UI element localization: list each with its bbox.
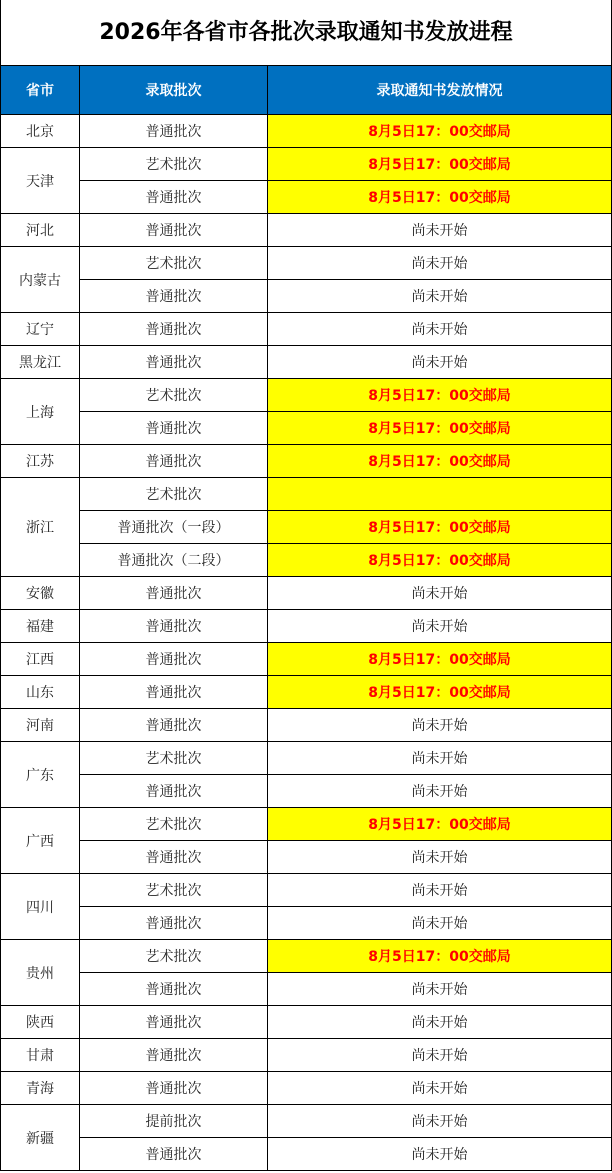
province-cell[interactable]: 甘肃 [1, 1039, 80, 1072]
status-cell-highlighted[interactable]: 8月5日17：00交邮局 [268, 676, 612, 709]
batch-cell[interactable]: 普通批次 [80, 775, 268, 808]
province-cell[interactable]: 四川 [1, 874, 80, 940]
batch-cell[interactable]: 普通批次 [80, 313, 268, 346]
batch-cell[interactable]: 艺术批次 [80, 379, 268, 412]
status-cell[interactable]: 尚未开始 [268, 1006, 612, 1039]
province-cell[interactable]: 江苏 [1, 445, 80, 478]
table-row [1, 313, 612, 346]
batch-cell[interactable]: 普通批次 [80, 577, 268, 610]
status-cell[interactable]: 尚未开始 [268, 775, 612, 808]
status-cell[interactable]: 尚未开始 [268, 346, 612, 379]
table-row [1, 115, 612, 148]
batch-cell[interactable]: 普通批次 [80, 1006, 268, 1039]
table-row [1, 1138, 612, 1171]
status-cell[interactable]: 尚未开始 [268, 214, 612, 247]
table-row [1, 808, 612, 841]
status-cell[interactable]: 尚未开始 [268, 280, 612, 313]
province-cell[interactable]: 福建 [1, 610, 80, 643]
table-row [1, 247, 612, 280]
province-cell[interactable]: 天津 [1, 148, 80, 214]
batch-cell[interactable]: 普通批次 [80, 841, 268, 874]
batch-cell[interactable]: 普通批次 [80, 280, 268, 313]
admission-table [0, 65, 612, 1171]
table-row [1, 1039, 612, 1072]
province-cell[interactable]: 广西 [1, 808, 80, 874]
status-cell[interactable]: 尚未开始 [268, 973, 612, 1006]
status-cell[interactable]: 尚未开始 [268, 313, 612, 346]
province-cell[interactable]: 青海 [1, 1072, 80, 1105]
table-row [1, 445, 612, 478]
table-header-row [1, 66, 612, 115]
status-cell[interactable]: 尚未开始 [268, 709, 612, 742]
table-row [1, 841, 612, 874]
status-cell[interactable]: 尚未开始 [268, 1039, 612, 1072]
province-cell[interactable]: 浙江 [1, 478, 80, 577]
province-cell[interactable]: 山东 [1, 676, 80, 709]
province-cell[interactable]: 辽宁 [1, 313, 80, 346]
table-row [1, 643, 612, 676]
table-body [1, 115, 612, 1171]
batch-cell[interactable]: 普通批次 [80, 709, 268, 742]
province-cell[interactable]: 贵州 [1, 940, 80, 1006]
table-row [1, 709, 612, 742]
batch-cell[interactable]: 普通批次 [80, 973, 268, 1006]
province-cell[interactable]: 广东 [1, 742, 80, 808]
status-cell-highlighted[interactable]: 8月5日17：00交邮局 [268, 445, 612, 478]
table-row [1, 1006, 612, 1039]
table-row [1, 412, 612, 445]
table-row [1, 181, 612, 214]
table-row [1, 907, 612, 940]
province-cell[interactable]: 河南 [1, 709, 80, 742]
batch-cell[interactable]: 普通批次 [80, 1138, 268, 1171]
status-cell-highlighted[interactable]: 8月5日17：00交邮局 [268, 181, 612, 214]
status-cell[interactable]: 尚未开始 [268, 874, 612, 907]
table-row [1, 676, 612, 709]
status-cell[interactable]: 尚未开始 [268, 907, 612, 940]
status-cell[interactable]: 尚未开始 [268, 1138, 612, 1171]
table-row [1, 577, 612, 610]
status-cell[interactable]: 尚未开始 [268, 247, 612, 280]
table-row [1, 478, 612, 511]
status-cell-highlighted[interactable]: 8月5日17：00交邮局 [268, 412, 612, 445]
batch-cell[interactable]: 艺术批次 [80, 940, 268, 973]
batch-cell[interactable]: 艺术批次 [80, 808, 268, 841]
status-cell-highlighted[interactable]: 8月5日17：00交邮局 [268, 544, 612, 577]
status-cell-highlighted[interactable]: 8月5日17：00交邮局 [268, 148, 612, 181]
province-cell[interactable]: 江西 [1, 643, 80, 676]
province-cell[interactable]: 安徽 [1, 577, 80, 610]
table-row [1, 1105, 612, 1138]
table-row [1, 346, 612, 379]
status-cell[interactable]: 尚未开始 [268, 742, 612, 775]
status-cell[interactable]: 尚未开始 [268, 1072, 612, 1105]
status-cell[interactable]: 尚未开始 [268, 1105, 612, 1138]
header-batch: 录取批次 [80, 66, 268, 115]
status-cell-highlighted[interactable]: 8月5日17：00交邮局 [268, 511, 612, 544]
batch-cell[interactable]: 艺术批次 [80, 874, 268, 907]
table-row [1, 148, 612, 181]
batch-cell[interactable]: 艺术批次 [80, 742, 268, 775]
province-cell[interactable]: 河北 [1, 214, 80, 247]
status-cell-highlighted[interactable]: 8月5日17：00交邮局 [268, 379, 612, 412]
table-row [1, 940, 612, 973]
status-cell-highlighted[interactable]: 8月5日17：00交邮局 [268, 808, 612, 841]
table-row [1, 742, 612, 775]
table-row [1, 379, 612, 412]
table-row [1, 610, 612, 643]
batch-cell[interactable]: 普通批次 [80, 181, 268, 214]
table-row [1, 511, 612, 544]
batch-cell[interactable]: 普通批次 [80, 412, 268, 445]
batch-cell[interactable]: 普通批次 [80, 643, 268, 676]
batch-cell[interactable]: 普通批次 [80, 1072, 268, 1105]
header-status: 录取通知书发放情况 [268, 66, 612, 115]
status-cell-highlighted[interactable]: 8月5日17：00交邮局 [268, 940, 612, 973]
batch-cell[interactable]: 普通批次 [80, 346, 268, 379]
table-row [1, 214, 612, 247]
batch-cell[interactable]: 普通批次 [80, 115, 268, 148]
status-cell-highlighted[interactable]: 8月5日17：00交邮局 [268, 643, 612, 676]
batch-cell[interactable]: 普通批次 [80, 610, 268, 643]
province-cell[interactable]: 新疆 [1, 1105, 80, 1171]
table-row [1, 775, 612, 808]
province-cell[interactable]: 上海 [1, 379, 80, 445]
province-cell[interactable]: 内蒙古 [1, 247, 80, 313]
province-cell[interactable]: 陕西 [1, 1006, 80, 1039]
batch-cell[interactable]: 普通批次（二段） [80, 544, 268, 577]
header-province: 省市 [1, 66, 80, 115]
batch-cell[interactable]: 普通批次 [80, 907, 268, 940]
page-title: 2026年各省市各批次录取通知书发放进程 [0, 0, 612, 65]
batch-cell[interactable]: 艺术批次 [80, 247, 268, 280]
province-cell[interactable]: 北京 [1, 115, 80, 148]
province-cell[interactable]: 黑龙江 [1, 346, 80, 379]
batch-cell[interactable]: 普通批次 [80, 445, 268, 478]
batch-cell[interactable]: 艺术批次 [80, 478, 268, 511]
status-cell[interactable]: 尚未开始 [268, 577, 612, 610]
batch-cell[interactable]: 普通批次 [80, 214, 268, 247]
status-cell[interactable]: 尚未开始 [268, 841, 612, 874]
table-row [1, 280, 612, 313]
batch-cell[interactable]: 普通批次（一段） [80, 511, 268, 544]
status-cell-highlighted[interactable] [268, 478, 612, 511]
status-cell[interactable]: 尚未开始 [268, 610, 612, 643]
table-row [1, 973, 612, 1006]
batch-cell[interactable]: 普通批次 [80, 676, 268, 709]
batch-cell[interactable]: 艺术批次 [80, 148, 268, 181]
table-row [1, 544, 612, 577]
batch-cell[interactable]: 提前批次 [80, 1105, 268, 1138]
table-row [1, 1072, 612, 1105]
batch-cell[interactable]: 普通批次 [80, 1039, 268, 1072]
table-row [1, 874, 612, 907]
status-cell-highlighted[interactable]: 8月5日17：00交邮局 [268, 115, 612, 148]
